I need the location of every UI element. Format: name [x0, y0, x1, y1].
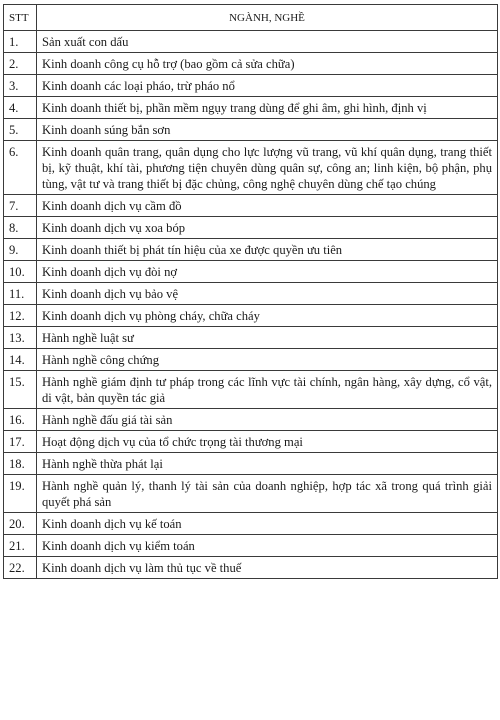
row-number: 16. [4, 409, 37, 431]
table-header-row [4, 5, 498, 31]
row-number: 21. [4, 535, 37, 557]
column-header-stt: STT [4, 5, 37, 31]
row-number: 8. [4, 217, 37, 239]
row-business-line: Kinh doanh thiết bị, phần mềm ngụy trang dùng để ghi âm, ghi hình, định vị [37, 97, 498, 119]
row-business-line: Hành nghề giám định tư pháp trong các lĩnh vực tài chính, ngân hàng, xây dựng, cổ vật, di vật, bản quyền tác giả [37, 371, 498, 409]
table-row [4, 195, 498, 217]
row-business-line: Hành nghề quản lý, thanh lý tài sản của doanh nghiệp, hợp tác xã trong quá trình giải quyết phá sản [37, 475, 498, 513]
column-header-nganh-nghe: NGÀNH, NGHỀ [37, 5, 498, 31]
table-body [4, 31, 498, 579]
table-row [4, 31, 498, 53]
row-business-line: Kinh doanh dịch vụ phòng cháy, chữa cháy [37, 305, 498, 327]
table-row [4, 97, 498, 119]
row-business-line: Kinh doanh dịch vụ bảo vệ [37, 283, 498, 305]
row-business-line: Kinh doanh các loại pháo, trừ pháo nổ [37, 75, 498, 97]
table-row [4, 305, 498, 327]
row-number: 15. [4, 371, 37, 409]
row-business-line: Kinh doanh dịch vụ kế toán [37, 513, 498, 535]
row-business-line: Kinh doanh quân trang, quân dụng cho lực lượng vũ trang, vũ khí quân dụng, trang thiết bị, kỹ thuật, khí tài, phương tiện chuyên dùng quân sự, công an; linh kiện, bộ phận, phụ tùng, vật tư và trang thiết bị đặc chủng, công nghệ chuyên dùng chế tạo chúng [37, 141, 498, 195]
row-number: 10. [4, 261, 37, 283]
table-row [4, 327, 498, 349]
row-number: 13. [4, 327, 37, 349]
row-business-line: Hành nghề thừa phát lại [37, 453, 498, 475]
table-row [4, 535, 498, 557]
row-number: 20. [4, 513, 37, 535]
table-row [4, 119, 498, 141]
row-number: 22. [4, 557, 37, 579]
row-number: 11. [4, 283, 37, 305]
table-row [4, 453, 498, 475]
row-business-line: Hoạt động dịch vụ của tổ chức trọng tài thương mại [37, 431, 498, 453]
row-number: 18. [4, 453, 37, 475]
row-number: 19. [4, 475, 37, 513]
row-number: 7. [4, 195, 37, 217]
row-business-line: Kinh doanh dịch vụ đòi nợ [37, 261, 498, 283]
table-row [4, 283, 498, 305]
row-number: 5. [4, 119, 37, 141]
table-row [4, 431, 498, 453]
table-row [4, 557, 498, 579]
row-number: 6. [4, 141, 37, 195]
business-lines-table [3, 4, 498, 579]
row-business-line: Kinh doanh công cụ hỗ trợ (bao gồm cả sửa chữa) [37, 53, 498, 75]
row-number: 4. [4, 97, 37, 119]
row-number: 3. [4, 75, 37, 97]
table-row [4, 371, 498, 409]
row-business-line: Kinh doanh dịch vụ kiểm toán [37, 535, 498, 557]
table-row [4, 409, 498, 431]
row-number: 9. [4, 239, 37, 261]
table-row [4, 239, 498, 261]
table-row [4, 141, 498, 195]
row-business-line: Kinh doanh dịch vụ làm thủ tục về thuế [37, 557, 498, 579]
row-business-line: Hành nghề đấu giá tài sản [37, 409, 498, 431]
row-business-line: Hành nghề công chứng [37, 349, 498, 371]
table-row [4, 349, 498, 371]
row-number: 17. [4, 431, 37, 453]
row-business-line: Kinh doanh thiết bị phát tín hiệu của xe được quyền ưu tiên [37, 239, 498, 261]
row-number: 14. [4, 349, 37, 371]
table-row [4, 261, 498, 283]
row-business-line: Hành nghề luật sư [37, 327, 498, 349]
table-row [4, 75, 498, 97]
row-number: 2. [4, 53, 37, 75]
row-business-line: Sản xuất con dấu [37, 31, 498, 53]
table-row [4, 53, 498, 75]
row-number: 12. [4, 305, 37, 327]
row-business-line: Kinh doanh súng bắn sơn [37, 119, 498, 141]
table-row [4, 513, 498, 535]
table-row [4, 475, 498, 513]
table-row [4, 217, 498, 239]
row-business-line: Kinh doanh dịch vụ cầm đồ [37, 195, 498, 217]
row-number: 1. [4, 31, 37, 53]
row-business-line: Kinh doanh dịch vụ xoa bóp [37, 217, 498, 239]
